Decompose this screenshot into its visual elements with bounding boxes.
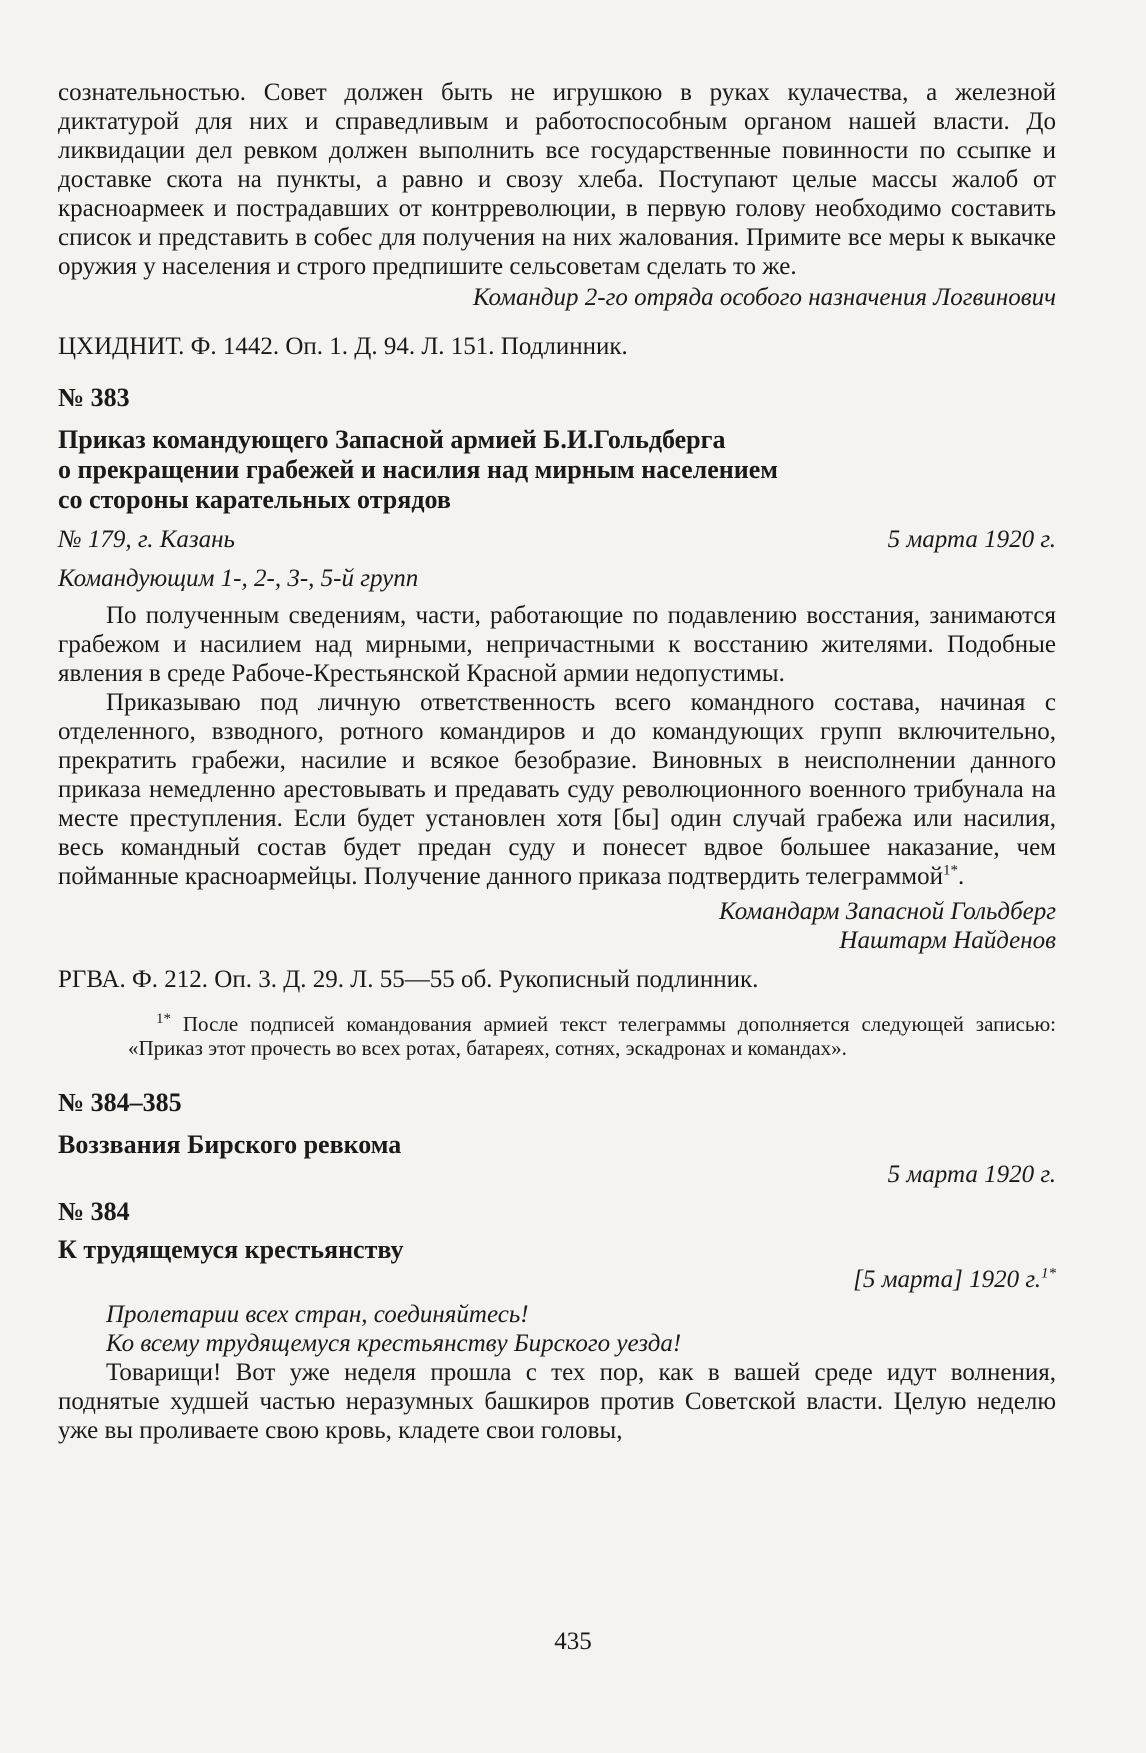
doc-title-383 [58, 425, 1056, 515]
doc-reference-row [58, 525, 1056, 554]
source-citation-2: РГВА. Ф. 212. Оп. 3. Д. 29. Л. 55—55 об. Рукописный подлинник. [58, 966, 759, 993]
footnote-number: 1* [156, 1011, 171, 1027]
doc-date-384 [58, 1265, 1056, 1294]
order-date: 5 марта 1920 г. [887, 526, 1056, 553]
order-number-place: № 179, г. Казань [58, 526, 235, 553]
signature-goldberg: Командарм Запасной Гольдберг [719, 898, 1056, 925]
date-footnote-mark: 1* [1041, 1265, 1056, 1282]
doc-date-384-text: [5 марта] 1920 г. [853, 1266, 1041, 1293]
doc-number-384-385: № 384–385 [58, 1088, 182, 1117]
signature-logvinovich: Командир 2-го отряда особого назначения Логвинович [472, 284, 1056, 311]
order-paragraph-1: По полученным сведениям, части, работающие по подавлению восстания, занимаются грабежом и насилием над мирными, непричастными к восстанию жителями. Подобные явления в среде Рабоче-Крестьянской Красной армии недопустимы. [58, 602, 1056, 687]
doc-title-line: о прекращении грабежей и насилия над мирным населением [58, 455, 778, 484]
signature-naydenov: Наштарм Найденов [839, 927, 1056, 954]
continuation-paragraph: сознательностью. Совет должен быть не игрушкою в руках кулачества, а железной диктатурой для них и справедливым и работоспособным органом нашей власти. До ликвидации дел ревком должен выполнить все государственные повинности по ссыпке и доставке скота на пункты, а равно и свозу хлеба. Поступают целые массы жалоб от красноармеек и пострадавших от контрреволюции, в первую голову необходимо составить список и представить в собес для получения на них жалования. Примите все меры к выкачке оружия у населения и строго предпишите сельсоветам сделать то же. [58, 79, 1056, 280]
appeal-body: Товарищи! Вот уже неделя прошла с тех пор, как в вашей среде идут волнения, поднятые худшей частью неразумных башкиров против Советской власти. Целую неделю уже вы проливаете свою кровь, кладете свои головы, [58, 1359, 1056, 1444]
doc-date-384-385: 5 марта 1920 г. [887, 1161, 1056, 1188]
addressee: Командующим 1-, 2-, 3-, 5-й групп [58, 565, 419, 592]
slogan-peasantry: Ко всему трудящемуся крестьянству Бирского уезда! [106, 1330, 682, 1357]
doc-title-384: К трудящемуся крестьянству [58, 1235, 404, 1264]
doc-title-line: Приказ командующего Запасной армией Б.И.Гольдберга [58, 425, 726, 454]
footnote [128, 1012, 1056, 1060]
page-number: 435 [554, 1628, 592, 1655]
doc-number-383: № 383 [58, 383, 130, 412]
doc-title-384-385: Воззвания Бирского ревкома [58, 1130, 402, 1159]
order-paragraph-2: Приказываю под личную ответственность всего командного состава, начиная с отделенного, взводного, ротного командиров и до командующих групп включительно, прекратить грабежи, насилие и всякое безобразие. Виновных в неисполнении данного приказа немедленно арестовывать и предавать суду революционного военного трибунала на месте преступления. Если будет установлен хотя [бы] один случай грабежа или насилия, весь командный состав будет предан суду и понесет вдвое большее наказание, чем пойманные красноармейцы. Получение данного приказа подтвердить телеграммой$^{1*}$. [58, 689, 1056, 890]
doc-title-line: со стороны карательных отрядов [58, 485, 451, 514]
slogan-proletarians: Пролетарии всех стран, соединяйтесь! [106, 1301, 529, 1328]
doc-number-384: № 384 [58, 1197, 130, 1226]
order-paragraph-2-text: Приказываю под личную ответственность всего командного состава, начиная с отделенного, взводного, ротного командиров и до командующих групп включительно, прекратить грабежи, насилие и всякое безобразие. Виновных в неисполнении данного приказа немедленно арестовывать и предавать суду революционного военного трибунала на месте преступления. Если будет установлен хотя [бы] один случай грабежа или насилия, весь командный состав будет предан суду и понесет вдвое большее наказание, чем пойманные красноармейцы. Получение данного приказа подтвердить телеграммой [58, 689, 1056, 890]
footnote-mark: 1* [942, 862, 958, 879]
source-citation-1: ЦХИДНИТ. Ф. 1442. Оп. 1. Д. 94. Л. 151. Подлинник. [58, 333, 628, 360]
footnote-text: После подписей командования армией текст телеграммы дополняется следующей записью: «Приказ этот прочесть во всех ротах, батареях, сотнях, эскадронах и командах». [128, 1012, 1057, 1060]
